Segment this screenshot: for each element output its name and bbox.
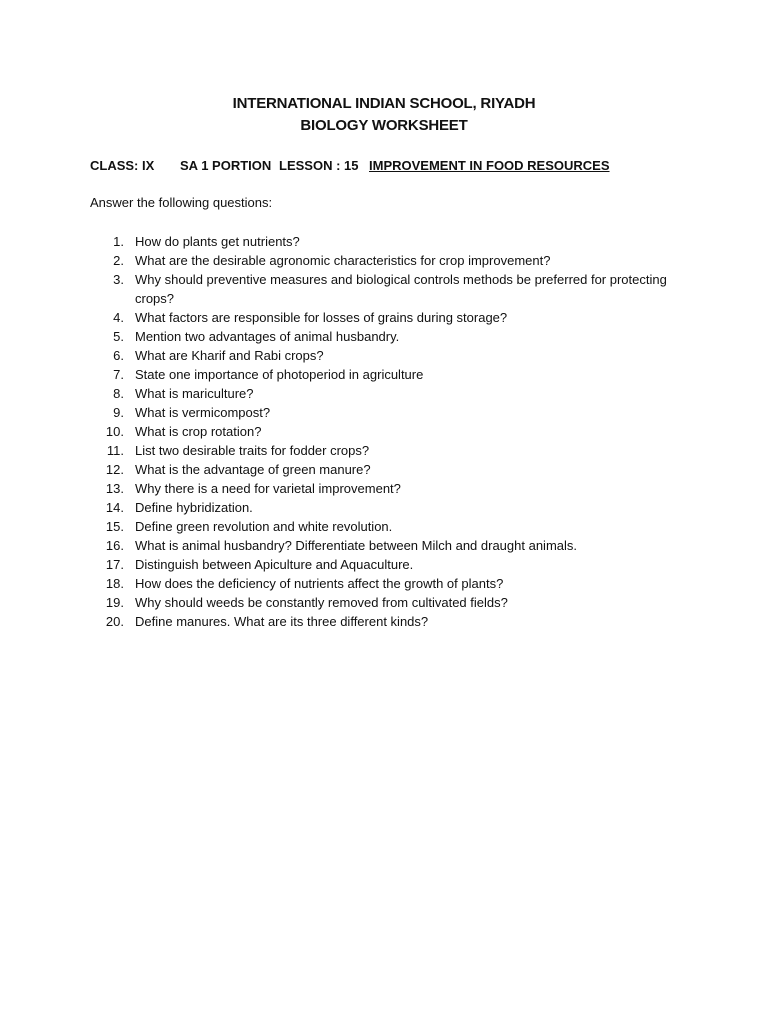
question-text: What is mariculture? <box>135 386 254 401</box>
question-text: Distinguish between Apiculture and Aquaculture. <box>135 557 414 572</box>
question-item <box>90 422 670 441</box>
question-item <box>90 536 670 555</box>
question-number: 7. <box>113 367 124 382</box>
question-number: 16. <box>105 538 124 553</box>
question-text: What are the desirable agronomic characteristics for crop improvement? <box>135 253 551 268</box>
question-text: Why should weeds be constantly removed from cultivated fields? <box>135 595 508 610</box>
question-number: 14. <box>105 500 124 515</box>
question-number: 8. <box>113 386 124 401</box>
question-text: Define hybridization. <box>135 500 253 515</box>
question-text: Why should preventive measures and biological controls methods be preferred for protecting crops? <box>135 272 667 306</box>
question-item <box>90 498 670 517</box>
question-item <box>90 251 670 270</box>
question-number: 19. <box>105 595 124 610</box>
question-number: 3. <box>113 272 124 287</box>
worksheet-title: BIOLOGY WORKSHEET <box>300 117 468 134</box>
question-item <box>90 593 670 612</box>
question-text: What is animal husbandry? Differentiate between Milch and draught animals. <box>135 538 577 553</box>
question-text: What is crop rotation? <box>135 424 262 439</box>
question-number: 17. <box>105 557 124 572</box>
question-number: 12. <box>105 462 124 477</box>
question-item <box>90 479 670 498</box>
question-list <box>90 232 670 631</box>
question-text: What is vermicompost? <box>135 405 271 420</box>
question-item <box>90 517 670 536</box>
lesson-label: LESSON : 15 <box>279 158 359 173</box>
question-text: How do plants get nutrients? <box>135 234 300 249</box>
class-label: CLASS: IX <box>90 158 155 173</box>
question-text: What factors are responsible for losses of grains during storage? <box>135 310 508 325</box>
question-number: 13. <box>105 481 124 496</box>
question-text: Mention two advantages of animal husbandry. <box>135 329 400 344</box>
question-text: Define manures. What are its three different kinds? <box>135 614 429 629</box>
question-number: 5. <box>113 329 124 344</box>
portion-label: SA 1 PORTION <box>180 158 272 173</box>
question-number: 11. <box>106 443 124 458</box>
question-item <box>90 232 670 251</box>
question-item <box>90 612 670 631</box>
question-text: State one importance of photoperiod in agriculture <box>135 367 424 382</box>
question-item <box>90 327 670 346</box>
question-text: How does the deficiency of nutrients affect the growth of plants? <box>135 576 504 591</box>
instruction-text: Answer the following questions: <box>90 195 273 210</box>
question-item <box>90 460 670 479</box>
question-item <box>90 441 670 460</box>
question-number: 1. <box>113 234 124 249</box>
question-number: 10. <box>105 424 124 439</box>
question-number: 2. <box>113 253 124 268</box>
question-number: 15. <box>105 519 124 534</box>
question-item <box>90 555 670 574</box>
question-item <box>90 346 670 365</box>
question-item <box>90 574 670 593</box>
question-item <box>90 270 670 308</box>
question-number: 20. <box>105 614 124 629</box>
question-text: List two desirable traits for fodder crops? <box>135 443 370 458</box>
question-number: 6. <box>113 348 124 363</box>
topic-label: IMPROVEMENT IN FOOD RESOURCES <box>369 158 610 173</box>
question-item <box>90 384 670 403</box>
question-number: 18. <box>105 576 124 591</box>
question-text: What is the advantage of green manure? <box>135 462 371 477</box>
question-number: 9. <box>113 405 124 420</box>
school-name: INTERNATIONAL INDIAN SCHOOL, RIYADH <box>232 95 536 112</box>
question-number: 4. <box>113 310 124 325</box>
question-item <box>90 403 670 422</box>
question-item <box>90 308 670 327</box>
question-item <box>90 365 670 384</box>
question-text: Why there is a need for varietal improvement? <box>135 481 401 496</box>
question-text: What are Kharif and Rabi crops? <box>135 348 324 363</box>
question-text: Define green revolution and white revolution. <box>135 519 393 534</box>
